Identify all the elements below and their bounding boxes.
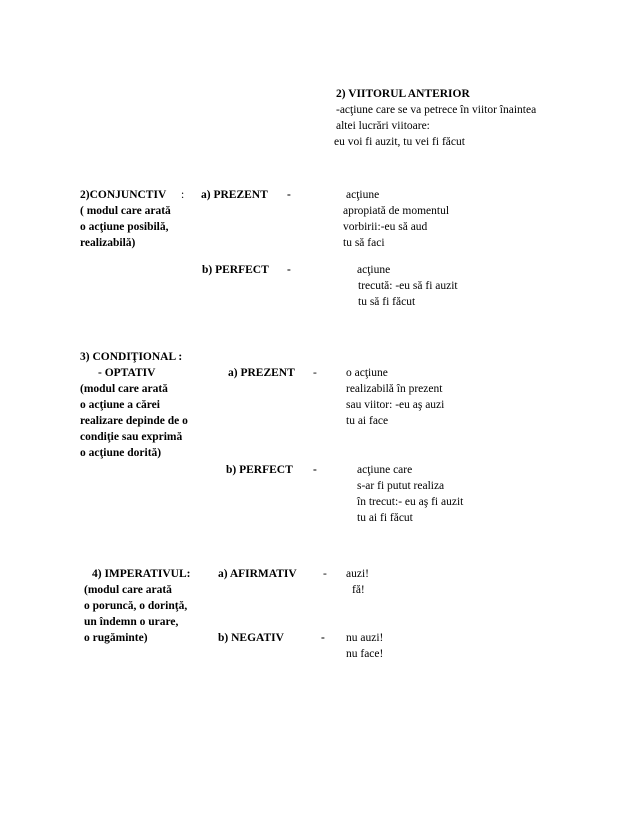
imperativ-desc-1: (modul care arată xyxy=(84,584,172,596)
conjunctiv-prezent-dash: - xyxy=(287,189,291,201)
conjunctiv-desc-3: realizabilă) xyxy=(80,237,136,249)
conditional-desc-4: condiţie sau exprimă xyxy=(80,431,183,443)
conditional-title: 3) CONDIŢIONAL : xyxy=(80,351,183,363)
conditional-perfect-def-2: s-ar fi putut realiza xyxy=(357,480,445,492)
conjunctiv-prezent-def-2: apropiată de momentul xyxy=(343,205,450,217)
conjunctiv-colon: : xyxy=(181,189,185,201)
conjunctiv-prezent-label: a) PREZENT xyxy=(201,189,268,201)
viitor-anterior-line-3: eu voi fi auzit, tu vei fi făcut xyxy=(334,136,465,148)
conditional-prezent-label: a) PREZENT xyxy=(228,367,295,379)
conjunctiv-prezent-def-4: tu să faci xyxy=(343,237,385,249)
imperativ-afirmativ-def-2: fă! xyxy=(352,584,365,596)
conditional-perfect-def-1: acţiune care xyxy=(357,464,413,476)
viitor-anterior-heading: 2) VIITORUL ANTERIOR xyxy=(336,88,470,100)
imperativ-negativ-def-1: nu auzi! xyxy=(346,632,384,644)
conjunctiv-perfect-def-2: trecută: -eu să fi auzit xyxy=(358,280,458,292)
imperativ-negativ-label: b) NEGATIV xyxy=(218,632,284,644)
imperativ-afirmativ-dash: - xyxy=(323,568,327,580)
imperativ-desc-4: o rugăminte) xyxy=(84,632,148,644)
imperativ-negativ-def-2: nu face! xyxy=(346,648,384,660)
conditional-prezent-def-3: sau viitor: -eu aş auzi xyxy=(346,399,445,411)
conjunctiv-prezent-def-1: acţiune xyxy=(346,189,380,201)
conditional-desc-1: (modul care arată xyxy=(80,383,168,395)
conjunctiv-desc-1: ( modul care arată xyxy=(80,205,171,217)
conjunctiv-prezent-def-3: vorbirii:-eu să aud xyxy=(343,221,428,233)
conjunctiv-perfect-label: b) PERFECT xyxy=(202,264,269,276)
conjunctiv-perfect-def-1: acţiune xyxy=(357,264,391,276)
conditional-prezent-def-4: tu ai face xyxy=(346,415,389,427)
viitor-anterior-line-1: -acţiune care se va petrece în viitor înaintea xyxy=(336,104,537,116)
imperativ-afirmativ-label: a) AFIRMATIV xyxy=(218,568,297,580)
conjunctiv-perfect-def-3: tu să fi făcut xyxy=(358,296,416,308)
conjunctiv-desc-2: o acţiune posibilă, xyxy=(80,221,169,233)
conditional-perfect-dash: - xyxy=(313,464,317,476)
conditional-perfect-def-4: tu ai fi făcut xyxy=(357,512,413,524)
imperativ-title: 4) IMPERATIVUL: xyxy=(92,568,191,580)
conjunctiv-title: 2)CONJUNCTIV xyxy=(80,189,167,201)
imperativ-negativ-dash: - xyxy=(321,632,325,644)
imperativ-desc-2: o poruncă, o dorinţă, xyxy=(84,600,188,612)
conjunctiv-perfect-dash: - xyxy=(287,264,291,276)
conditional-perfect-label: b) PERFECT xyxy=(226,464,293,476)
conditional-prezent-def-2: realizabilă în prezent xyxy=(346,383,443,395)
viitor-anterior-line-2: altei lucrări viitoare: xyxy=(336,120,430,132)
conditional-desc-2: o acţiune a cărei xyxy=(80,399,160,411)
conditional-prezent-def-1: o acţiune xyxy=(346,367,388,379)
imperativ-desc-3: un îndemn o urare, xyxy=(84,616,179,628)
conditional-desc-3: realizare depinde de o xyxy=(80,415,188,427)
conditional-title-optativ: - OPTATIV xyxy=(98,367,156,379)
imperativ-afirmativ-def-1: auzi! xyxy=(346,568,369,580)
conditional-desc-5: o acţiune dorită) xyxy=(80,447,162,459)
conditional-perfect-def-3: în trecut:- eu aş fi auzit xyxy=(357,496,464,508)
conditional-prezent-dash: - xyxy=(313,367,317,379)
